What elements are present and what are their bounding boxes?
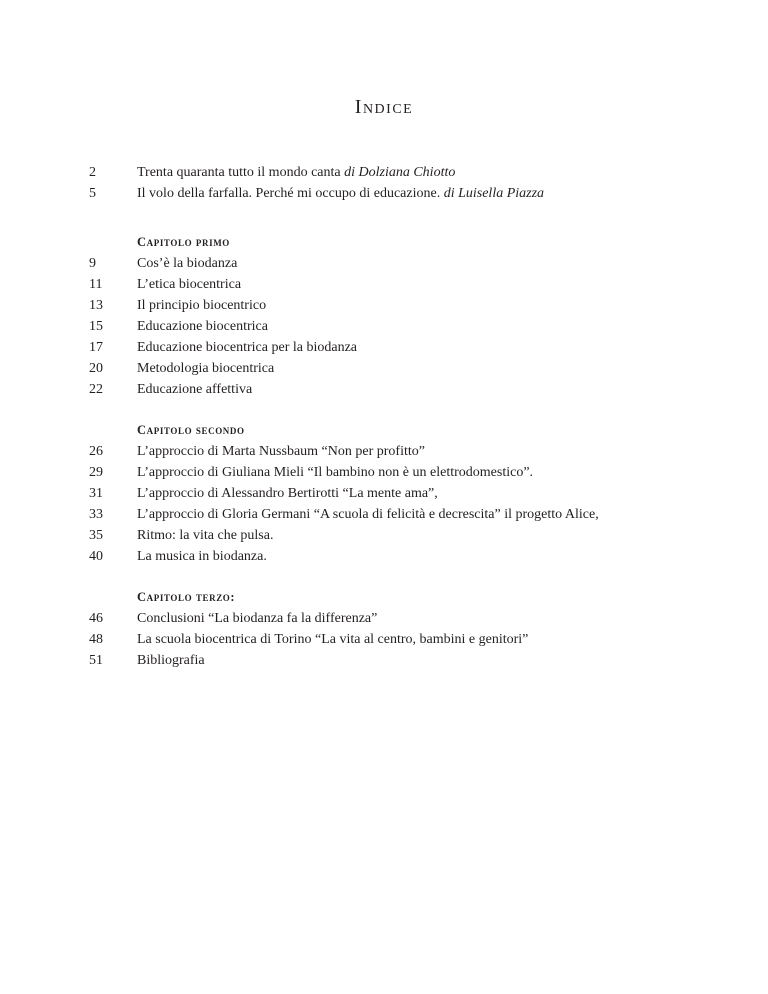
toc-entry [89, 183, 729, 204]
page-number: 40 [89, 549, 103, 564]
page-number: 48 [89, 632, 103, 647]
toc-entry [89, 546, 729, 567]
page-number: 15 [89, 319, 103, 334]
toc-entry [89, 337, 729, 358]
chapter-heading-2: Capitolo secondo [137, 423, 245, 437]
toc-entry [89, 274, 729, 295]
page-number: 35 [89, 528, 103, 543]
entry-title: La scuola biocentrica di Torino “La vita al centro, bambini e genitori” [137, 632, 529, 647]
entry-title: Cos’è la biodanza [137, 256, 238, 271]
page-title: Indice [354, 96, 414, 118]
chapter-heading-3: Capitolo terzo: [137, 590, 236, 604]
entry-title: L’approccio di Gloria Germani “A scuola di felicità e decrescita” il progetto Alice, [137, 507, 599, 522]
entry-title: Educazione biocentrica per la biodanza [137, 340, 357, 355]
entry-title: L’etica biocentrica [137, 277, 242, 292]
toc-entry [89, 379, 729, 400]
entry-title: Conclusioni “La biodanza fa la differenza” [137, 611, 378, 626]
entry-title: Bibliografia [137, 653, 205, 668]
page-number: 5 [89, 186, 96, 201]
page-number: 26 [89, 444, 103, 459]
toc-entry [89, 650, 729, 671]
toc-entry [89, 525, 729, 546]
entry-title: Il volo della farfalla. Perché mi occupo di educazione. di Luisella Piazza [137, 186, 545, 201]
page-number: 11 [89, 277, 103, 292]
entry-title: Trenta quaranta tutto il mondo canta di Dolziana Chiotto [137, 165, 456, 180]
chapter-heading-1: Capitolo primo [137, 235, 230, 249]
toc-entry [89, 358, 729, 379]
page-number: 9 [89, 256, 96, 271]
page-number: 17 [89, 340, 103, 355]
toc-entry [89, 483, 729, 504]
page-number: 2 [89, 165, 96, 180]
toc-entry [89, 295, 729, 316]
entry-title: L’approccio di Alessandro Bertirotti “La mente ama”, [137, 486, 438, 501]
toc-entry [89, 162, 729, 183]
page-number: 13 [89, 298, 103, 313]
toc-entry [89, 504, 729, 525]
page-number: 29 [89, 465, 103, 480]
entry-title: Educazione biocentrica [137, 319, 268, 334]
entry-title: Il principio biocentrico [137, 298, 267, 313]
toc-entry [89, 316, 729, 337]
toc-entry [89, 441, 729, 462]
entry-title: L’approccio di Marta Nussbaum “Non per profitto” [137, 444, 425, 459]
entry-title: Educazione affettiva [137, 382, 253, 397]
toc-entry [89, 253, 729, 274]
table-of-contents [89, 162, 729, 671]
page-number: 22 [89, 382, 103, 397]
toc-entry [89, 462, 729, 483]
page-number: 31 [89, 486, 103, 501]
toc-entry [89, 629, 729, 650]
toc-entry [89, 608, 729, 629]
entry-title: Metodologia biocentrica [137, 361, 275, 376]
entry-title: L’approccio di Giuliana Mieli “Il bambino non è un elettrodomestico”. [137, 465, 534, 480]
entry-title: La musica in biodanza. [137, 549, 267, 564]
page-number: 46 [89, 611, 103, 626]
page-number: 33 [89, 507, 103, 522]
page-number: 51 [89, 653, 103, 668]
entry-title: Ritmo: la vita che pulsa. [137, 528, 274, 543]
page-number: 20 [89, 361, 103, 376]
entry-author: di Dolziana Chiotto [344, 165, 456, 180]
entry-author: di Luisella Piazza [443, 186, 545, 201]
